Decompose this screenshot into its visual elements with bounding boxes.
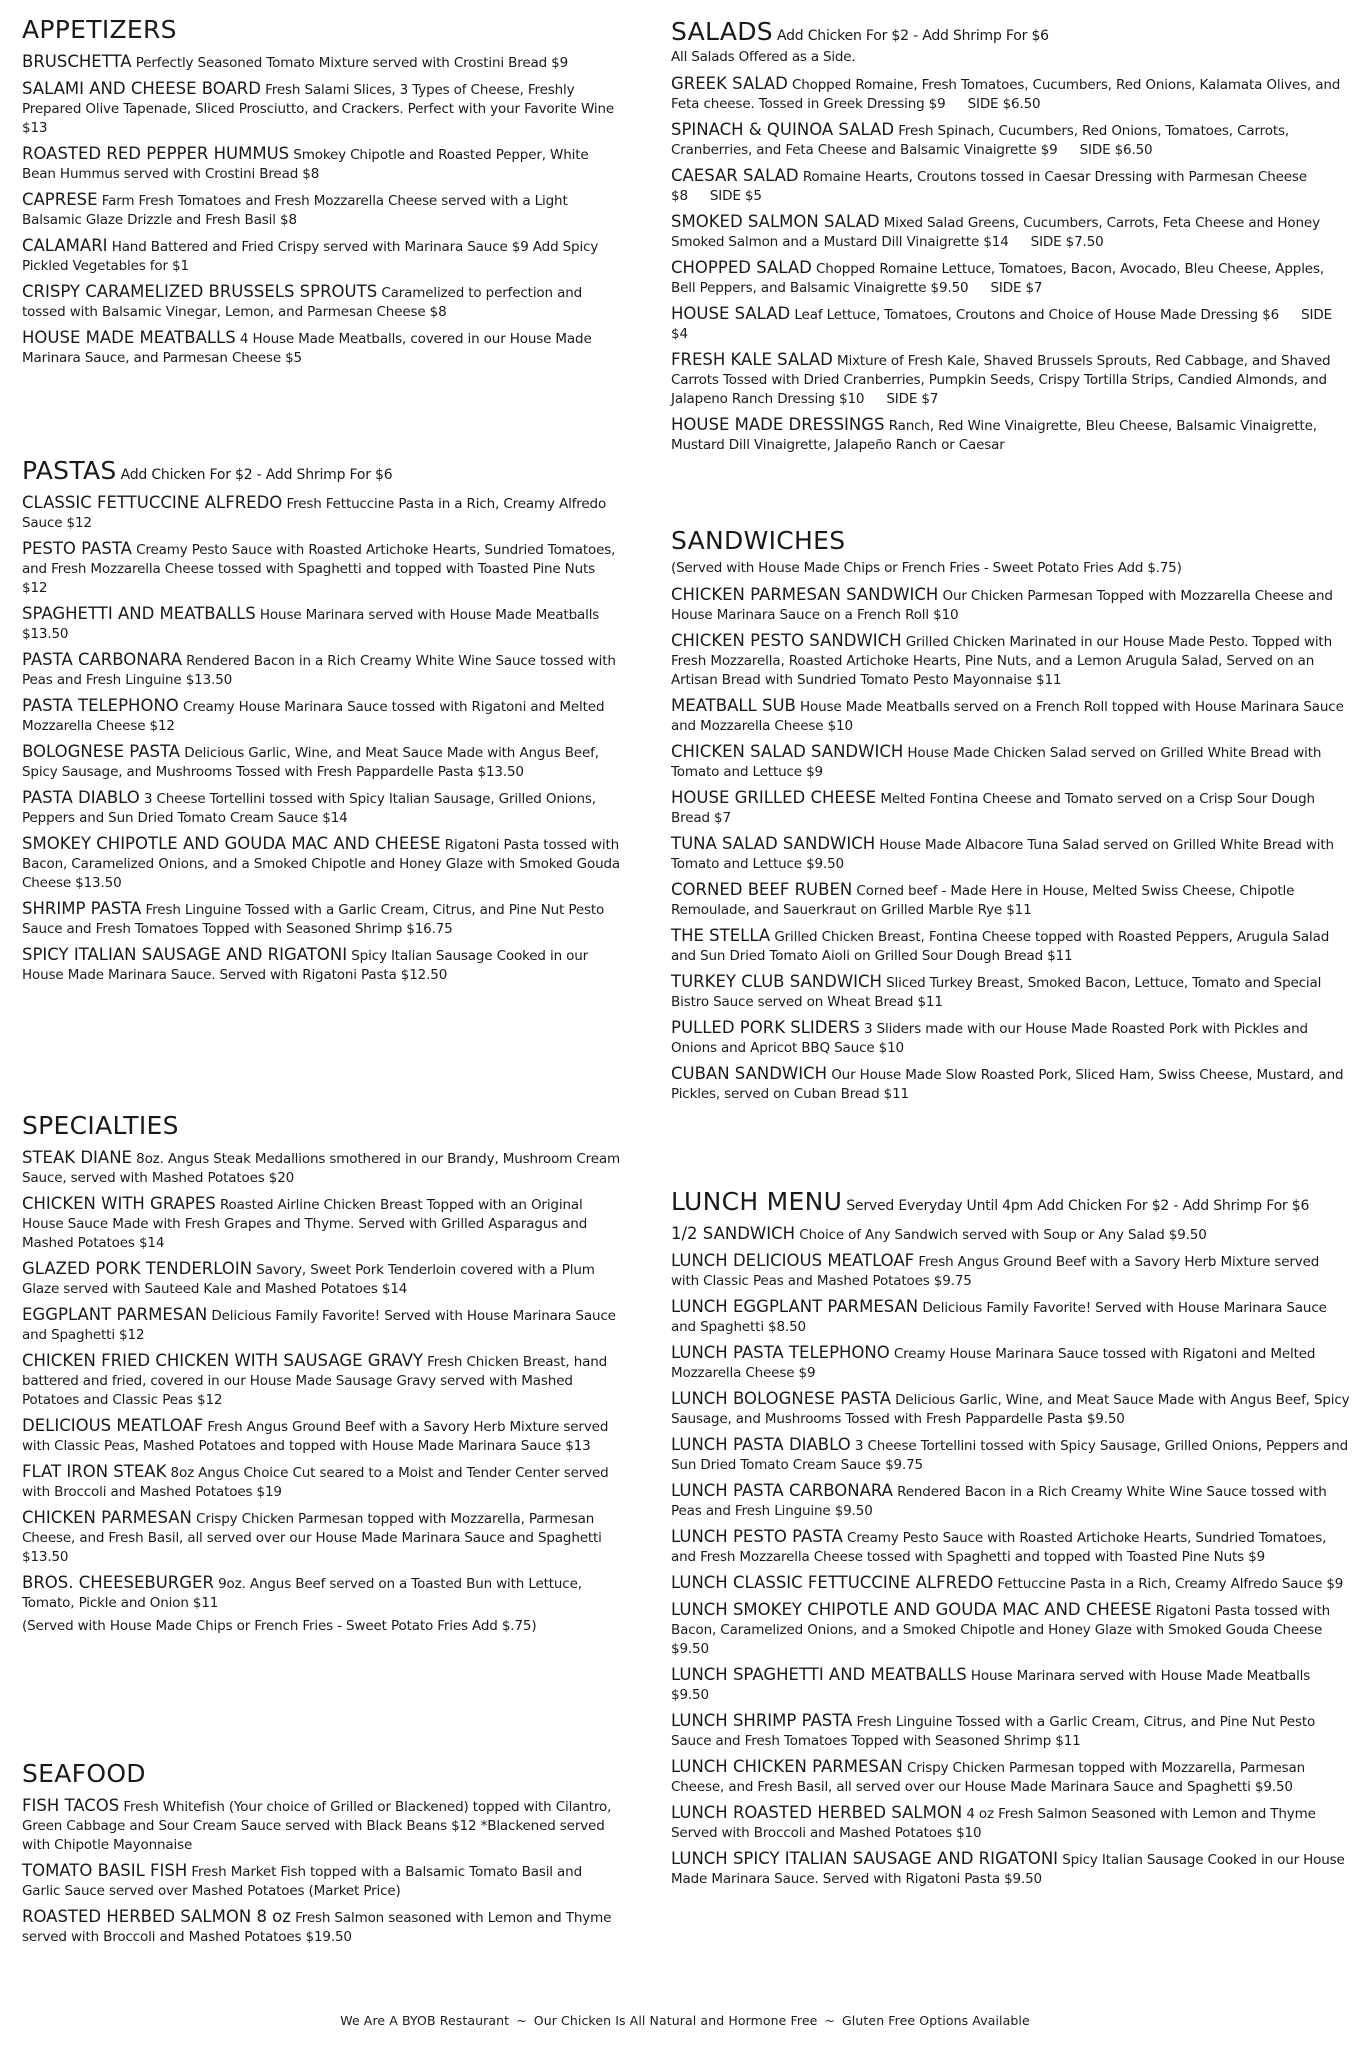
menu-item-name: LUNCH PASTA DIABLO [671,1434,851,1454]
menu-item-name: FLAT IRON STEAK [22,1461,167,1481]
menu-item-name: GLAZED PORK TENDERLOIN [22,1258,253,1278]
menu-item [671,972,1351,1012]
menu-item [671,212,1351,252]
menu-item-name: LUNCH PASTA CARBONARA [671,1480,893,1500]
menu-item-name: PASTA DIABLO [22,787,140,807]
menu-item [671,834,1351,874]
menu-item [22,1305,622,1345]
menu-item-name: CRISPY CARAMELIZED BRUSSELS SPROUTS [22,281,378,301]
menu-item-name: CHICKEN PARMESAN SANDWICH [671,584,939,604]
menu-item [671,880,1351,920]
menu-item [671,1573,1351,1594]
menu-item-description: 8oz Angus Choice Cut seared to a Moist and Tender Center served with Broccoli and Mashed Potatoes $19 [22,1464,609,1500]
menu-item [22,604,622,644]
menu-item-name: SMOKEY CHIPOTLE AND GOUDA MAC AND CHEESE [22,833,441,853]
menu-item-name: TOMATO BASIL FISH [22,1860,188,1880]
menu-item-name: LUNCH EGGPLANT PARMESAN [671,1296,919,1316]
menu-item [22,282,622,322]
menu-item [671,585,1351,625]
menu-item-description: 3 Cheese Tortellini tossed with Spicy Sausage, Grilled Onions, Peppers and Sun Dried Tomato Cream Sauce $9.75 [671,1437,1349,1473]
menu-item [22,539,622,598]
menu-item-name: SPAGHETTI AND MEATBALLS [22,603,256,623]
menu-item [671,74,1351,114]
menu-item-name: BROS. CHEESEBURGER [22,1572,214,1592]
specialties-section [22,1112,622,1636]
menu-item-description: Mixed Salad Greens, Cucumbers, Carrots, Feta Cheese and Honey Smoked Salmon and a Mustard Dill Vinaigrette $14 [671,214,1320,250]
menu-item [671,1711,1351,1751]
menu-item-name: CHICKEN WITH GRAPES [22,1193,216,1213]
menu-item-name: PULLED PORK SLIDERS [671,1017,860,1037]
menu-item [671,166,1351,206]
menu-item-name: FISH TACOS [22,1795,120,1815]
menu-item-description: Rigatoni Pasta tossed with Bacon, Caramelized Onions, and a Smoked Chipotle and Honey Glaze with Smoked Gouda Cheese $13.50 [22,836,621,891]
menu-item-side-price: SIDE $7 [990,279,1043,296]
menu-item-side-price: SIDE $4 [671,306,1332,342]
salads-section [671,18,1351,461]
menu-item-side-price: SIDE $6.50 [1079,141,1153,158]
menu-item-name: STEAK DIANE [22,1147,132,1167]
menu-item-description: Perfectly Seasoned Tomato Mixture served with Crostini Bread $9 [135,54,569,71]
menu-item-name: TURKEY CLUB SANDWICH [671,971,882,991]
menu-item-name: CHICKEN PARMESAN [22,1507,192,1527]
menu-item-description: Hand Battered and Fried Crispy served with Marinara Sauce $9 Add Spicy Pickled Vegetables for $1 [22,238,599,274]
menu-item-name: LUNCH SPAGHETTI AND MEATBALLS [671,1664,967,1684]
menu-item [671,926,1351,966]
menu-item [22,1508,622,1567]
menu-item-description: Crispy Chicken Parmesan topped with Mozzarella, Parmesan Cheese, and Fresh Basil, all served over our House Made Marinara Sauce and Spaghetti $9.50 [671,1759,1306,1795]
menu-item-name: LUNCH PASTA TELEPHONO [671,1342,890,1362]
menu-item [671,1251,1351,1291]
menu-item-description: Creamy House Marinara Sauce tossed with Rigatoni and Melted Mozzarella Cheese $9 [671,1345,1316,1381]
menu-item [22,650,622,690]
menu-item [22,1796,622,1855]
menu-item-description: Fresh Chicken Breast, hand battered and fried, covered in our House Made Sausage Gravy served with Mashed Potatoes and Classic Peas $12 [22,1353,608,1408]
menu-item-name: CORNED BEEF RUBEN [671,879,853,899]
menu-item-description: Delicious Garlic, Wine, and Meat Sauce Made with Angus Beef, Spicy Sausage, and Mushrooms Tossed with Fresh Pappardelle Pasta $9.50 [671,1391,1350,1427]
specialties-title: SPECIALTIES [22,1111,179,1140]
menu-item [22,945,622,985]
salads-title: SALADS [671,17,773,46]
menu-item-description: Farm Fresh Tomatoes and Fresh Mozzarella Cheese served with a Light Balsamic Glaze Drizzle and Fresh Basil $8 [22,192,568,228]
menu-item-description: House Made Meatballs served on a French Roll topped with House Marinara Sauce and Mozzarella Cheese $10 [671,698,1344,734]
sandwiches-title: SANDWICHES [671,526,846,555]
footer [0,2013,1370,2028]
menu-item-description: Creamy Pesto Sauce with Roasted Artichoke Hearts, Sundried Tomatoes, and Fresh Mozzarella Cheese tossed with Spaghetti and topped with Toasted Pine Nuts $12 [22,541,616,596]
menu-item-description: Delicious Garlic, Wine, and Meat Sauce Made with Angus Beef, Spicy Sausage, and Mushrooms Tossed with Fresh Pappardelle Pasta $13.50 [22,744,599,780]
menu-item-description: House Made Albacore Tuna Salad served on Grilled White Bread with Tomato and Lettuce $9.50 [671,836,1334,872]
menu-item [671,696,1351,736]
menu-item [671,304,1351,344]
menu-item-name: CAESAR SALAD [671,165,799,185]
menu-item [22,834,622,893]
appetizers-title: APPETIZERS [22,15,177,44]
menu-item-description: Ranch, Red Wine Vinaigrette, Bleu Cheese, Balsamic Vinaigrette, Mustard Dill Vinaigrette, Jalapeño Ranch or Caesar [671,417,1317,453]
salads-subtitle: All Salads Offered as a Side. [671,48,856,65]
menu-item-name: CHOPPED SALAD [671,257,812,277]
menu-item-name: CUBAN SANDWICH [671,1063,828,1083]
menu-item-description: Delicious Family Favorite! Served with House Marinara Sauce and Spaghetti $8.50 [671,1299,1327,1335]
menu-item-description: Fresh Linguine Tossed with a Garlic Cream, Citrus, and Pine Nut Pesto Sauce and Fresh Tomatoes Topped with Seasoned Shrimp $11 [671,1713,1316,1749]
menu-item-name: CHICKEN FRIED CHICKEN WITH SAUSAGE GRAVY [22,1350,423,1370]
seafood-title: SEAFOOD [22,1759,146,1788]
menu-item-name: LUNCH PESTO PASTA [671,1526,843,1546]
menu-item [671,631,1351,690]
menu-item-name: MEATBALL SUB [671,695,796,715]
menu-item-name: SALAMI AND CHEESE BOARD [22,78,261,98]
menu-item-name: LUNCH SHRIMP PASTA [671,1710,853,1730]
menu-item [22,144,622,184]
menu-item [22,742,622,782]
menu-item [671,1849,1351,1889]
menu-item [22,899,622,939]
menu-item-name: TUNA SALAD SANDWICH [671,833,876,853]
menu-item-description: Rendered Bacon in a Rich Creamy White Wine Sauce tossed with Peas and Fresh Linguine $9.50 [671,1483,1327,1519]
footer-chicken: Our Chicken Is All Natural and Hormone Free [533,2013,818,2028]
menu-item-description: Creamy House Marinara Sauce tossed with Rigatoni and Melted Mozzarella Cheese $12 [22,698,605,734]
menu-item-description: Fresh Linguine Tossed with a Garlic Cream, Citrus, and Pine Nut Pesto Sauce and Fresh Tomatoes Topped with Seasoned Shrimp $16.75 [22,901,605,937]
menu-item-description: Chopped Romaine, Fresh Tomatoes, Cucumbers, Red Onions, Kalamata Olives, and Feta cheese. Tossed in Greek Dressing $9 [671,76,1341,112]
menu-item-name: SPINACH & QUINOA SALAD [671,119,895,139]
menu-item [22,1194,622,1253]
menu-item-name: EGGPLANT PARMESAN [22,1304,208,1324]
footer-byob: We Are A BYOB Restaurant [340,2013,510,2028]
menu-item-description: Fresh Angus Ground Beef with a Savory Herb Mixture served with Classic Peas, Mashed Potatoes and topped with House Made Marinara Sauce $13 [22,1418,609,1454]
menu-item-description: Mixture of Fresh Kale, Shaved Brussels Sprouts, Red Cabbage, and Shaved Carrots Tossed with Dried Cranberries, Pumpkin Seeds, Crispy Tortilla Strips, Candied Almonds, and Jalapeno Ranch Dressing $10 [671,352,1331,407]
menu-item-description: Fresh Salmon seasoned with Lemon and Thyme served with Broccoli and Mashed Potatoes $19.50 [22,1909,612,1945]
pastas-title: PASTAS [22,456,117,485]
menu-item-description: Spicy Italian Sausage Cooked in our House Made Marinara Sauce. Served with Rigatoni Pasta $12.50 [22,947,589,983]
menu-item-description: 3 Cheese Tortellini tossed with Spicy Italian Sausage, Grilled Onions, Peppers and Sun Dried Tomato Cream Sauce $14 [22,790,596,826]
menu-item-name: ROASTED RED PEPPER HUMMUS [22,143,290,163]
menu-item-name: CHICKEN SALAD SANDWICH [671,741,904,761]
menu-item-description: Melted Fontina Cheese and Tomato served on a Crisp Sour Dough Bread $7 [671,790,1315,826]
menu-item-name: GREEK SALAD [671,73,788,93]
menu-item [671,415,1351,455]
menu-item-description: Spicy Italian Sausage Cooked in our House Made Marinara Sauce. Served with Rigatoni Pasta $9.50 [671,1851,1345,1887]
menu-item [671,1803,1351,1843]
menu-item [671,788,1351,828]
menu-item-name: ROASTED HERBED SALMON 8 oz [22,1906,291,1926]
menu-item-side-price: SIDE $7 [886,390,939,407]
menu-item-description: House Made Chicken Salad served on Grilled White Bread with Tomato and Lettuce $9 [671,744,1322,780]
menu-item [22,1416,622,1456]
menu-item-description: Grilled Chicken Breast, Fontina Cheese topped with Roasted Peppers, Arugula Salad and Sun Dried Tomato Aioli on Grilled Sour Dough Bread $11 [671,928,1330,964]
menu-item-name: BRUSCHETTA [22,51,132,71]
menu-item [22,1573,622,1613]
menu-item-name: HOUSE MADE DRESSINGS [671,414,885,434]
menu-item [22,696,622,736]
footer-gluten: Gluten Free Options Available [842,2013,1030,2028]
menu-item-description: Corned beef - Made Here in House, Melted Swiss Cheese, Chipotle Remoulade, and Sauerkraut on Grilled Marble Rye $11 [671,882,1295,918]
menu-item [22,1907,622,1947]
menu-item [22,79,622,138]
menu-item-description: Fresh Fettuccine Pasta in a Rich, Creamy Alfredo Sauce $12 [22,495,607,531]
menu-item-description: Grilled Chicken Marinated in our House Made Pesto. Topped with Fresh Mozzarella, Roasted Artichoke Hearts, Pine Nuts, and a Lemon Arugula Salad, Served on an Artisan Bread with Sundried Tomato Pesto Mayonnaise $11 [671,633,1332,688]
lunch-title: LUNCH MENU [671,1187,843,1216]
menu-item-description: Caramelized to perfection and tossed with Balsamic Vinegar, Lemon, and Parmesan Cheese $8 [22,284,583,320]
salads-note: Add Chicken For $2 - Add Shrimp For $6 [776,28,1049,44]
menu-item-description: Our House Made Slow Roasted Pork, Sliced Ham, Swiss Cheese, Mustard, and Pickles, served on Cuban Bread $11 [671,1066,1344,1102]
menu-item [671,1018,1351,1058]
menu-item-name: LUNCH SPICY ITALIAN SAUSAGE AND RIGATONI [671,1848,1059,1868]
sandwiches-subtitle: (Served with House Made Chips or French Fries - Sweet Potato Fries Add $.75) [671,559,1182,576]
menu-item-description: Smokey Chipotle and Roasted Pepper, White Bean Hummus served with Crostini Bread $8 [22,146,589,182]
menu-item-description: Romaine Hearts, Croutons tossed in Caesar Dressing with Parmesan Cheese $8 [671,168,1307,204]
menu-item-name: LUNCH BOLOGNESE PASTA [671,1388,892,1408]
menu-item [671,1600,1351,1659]
menu-item-side-price: SIDE $6.50 [967,95,1041,112]
menu-item-name: LUNCH DELICIOUS MEATLOAF [671,1250,915,1270]
menu-item-name: PASTA TELEPHONO [22,695,179,715]
menu-item [671,1389,1351,1429]
menu-item [671,258,1351,298]
menu-item [671,1343,1351,1383]
menu-item-name: FRESH KALE SALAD [671,349,833,369]
menu-item-description: Fresh Angus Ground Beef with a Savory Herb Mixture served with Classic Peas and Mashed Potatoes $9.75 [671,1253,1320,1289]
menu-item-description: 9oz. Angus Beef served on a Toasted Bun with Lettuce, Tomato, Pickle and Onion $11 [22,1575,582,1611]
lunch-note: Served Everyday Until 4pm Add Chicken For $2 - Add Shrimp For $6 [846,1198,1310,1214]
menu-item [22,1861,622,1901]
menu-item-description: Roasted Airline Chicken Breast Topped with an Original House Sauce Made with Fresh Grapes and Thyme. Served with Grilled Asparagus and Mashed Potatoes $14 [22,1196,588,1251]
menu-item-name: HOUSE SALAD [671,303,791,323]
appetizers-section [22,16,622,374]
menu-item-description: Crispy Chicken Parmesan topped with Mozzarella, Parmesan Cheese, and Fresh Basil, all served over our House Made Marinara Sauce and Spaghetti $13.50 [22,1510,602,1565]
menu-item [22,1148,622,1188]
menu-item-name: HOUSE GRILLED CHEESE [671,787,877,807]
menu-item-name: HOUSE MADE MEATBALLS [22,327,236,347]
menu-item-description: Fresh Salami Slices, 3 Types of Cheese, Freshly Prepared Olive Tapenade, Sliced Prosciutto, and Crackers. Perfect with your Favorite Wine $13 [22,81,615,136]
menu-item-name: LUNCH SMOKEY CHIPOTLE AND GOUDA MAC AND CHEESE [671,1599,1152,1619]
menu-item-name: DELICIOUS MEATLOAF [22,1415,204,1435]
menu-item [22,1351,622,1410]
menu-item [22,493,622,533]
footer-separator: ~ [824,2013,836,2028]
menu-item-description: Creamy Pesto Sauce with Roasted Artichoke Hearts, Sundried Tomatoes, and Fresh Mozzarella Cheese tossed with Spaghetti and topped with Toasted Pine Nuts $9 [671,1529,1327,1565]
menu-item-description: Chopped Romaine Lettuce, Tomatoes, Bacon, Avocado, Bleu Cheese, Apples, Bell Peppers, and Balsamic Vinaigrette $9.50 [671,260,1324,296]
menu-item [22,788,622,828]
menu-item-side-price: SIDE $7.50 [1030,233,1104,250]
menu-item-description: Sliced Turkey Breast, Smoked Bacon, Lettuce, Tomato and Special Bistro Sauce served on Wheat Bread $11 [671,974,1322,1010]
menu-item-name: CAPRESE [22,189,98,209]
menu-item-name: CHICKEN PESTO SANDWICH [671,630,902,650]
menu-item-description: Fettuccine Pasta in a Rich, Creamy Alfredo Sauce $9 [997,1575,1344,1592]
menu-item-description: Our Chicken Parmesan Topped with Mozzarella Cheese and House Marinara Sauce on a French Roll $10 [671,587,1333,623]
menu-item-description: Rigatoni Pasta tossed with Bacon, Caramelized Onions, and a Smoked Chipotle and Honey Glaze with Smoked Gouda Cheese $9.50 [671,1602,1331,1657]
pastas-note: Add Chicken For $2 - Add Shrimp For $6 [120,467,393,483]
menu-item-name: SPICY ITALIAN SAUSAGE AND RIGATONI [22,944,348,964]
menu-item-name: SMOKED SALMON SALAD [671,211,880,231]
menu-item-name: BOLOGNESE PASTA [22,741,181,761]
menu-item-name: CLASSIC FETTUCCINE ALFREDO [22,492,283,512]
menu-item [671,1527,1351,1567]
menu-item-name: THE STELLA [671,925,771,945]
menu-item [22,190,622,230]
menu-item [671,1665,1351,1705]
menu-item-description: Leaf Lettuce, Tomatoes, Croutons and Choice of House Made Dressing $6 [794,306,1280,323]
menu-item-description: 8oz. Angus Steak Medallions smothered in our Brandy, Mushroom Cream Sauce, served with Mashed Potatoes $20 [22,1150,621,1186]
menu-item [671,1481,1351,1521]
menu-item [671,1297,1351,1337]
menu-item [671,742,1351,782]
menu-item [671,350,1351,409]
menu-item [22,1462,622,1502]
menu-item-description: House Marinara served with House Made Meatballs $13.50 [22,606,600,642]
menu-item-description: Delicious Family Favorite! Served with House Marinara Sauce and Spaghetti $12 [22,1307,616,1343]
menu-item-description: Savory, Sweet Pork Tenderloin covered with a Plum Glaze served with Sauteed Kale and Mashed Potatoes $14 [22,1261,595,1297]
menu-item-name: 1/2 SANDWICH [671,1223,796,1243]
pastas-section [22,457,622,991]
menu-item-name: SHRIMP PASTA [22,898,142,918]
menu-item [671,1435,1351,1475]
menu-item [671,120,1351,160]
menu-item-description: 3 Sliders made with our House Made Roasted Pork with Pickles and Onions and Apricot BBQ Sauce $10 [671,1020,1308,1056]
menu-item [22,328,622,368]
menu-item-name: CALAMARI [22,235,108,255]
menu-item [22,236,622,276]
menu-item-description: House Marinara served with House Made Meatballs $9.50 [671,1667,1311,1703]
menu-item-name: LUNCH CLASSIC FETTUCCINE ALFREDO [671,1572,994,1592]
menu-item-name: LUNCH CHICKEN PARMESAN [671,1756,903,1776]
menu-item-description: Fresh Spinach, Cucumbers, Red Onions, Tomatoes, Carrots, Cranberries, and Feta Cheese and Balsamic Vinaigrette $9 [671,122,1290,158]
menu-item-side-price: SIDE $5 [709,187,762,204]
menu-item-description: 4 oz Fresh Salmon Seasoned with Lemon and Thyme Served with Broccoli and Mashed Potatoes $10 [671,1805,1316,1841]
footer-separator: ~ [516,2013,527,2028]
menu-item-description: Choice of Any Sandwich served with Soup or Any Salad $9.50 [799,1226,1207,1243]
menu-item [22,1259,622,1299]
menu-item [671,1064,1351,1104]
menu-item [22,52,622,73]
lunch-section [671,1188,1351,1895]
menu-item-name: PASTA CARBONARA [22,649,182,669]
menu-item-description: Fresh Whitefish (Your choice of Grilled or Blackened) topped with Cilantro, Green Cabbage and Sour Cream Sauce served with Black Beans $12 *Blackened served with Chipotle Mayonnaise [22,1798,612,1853]
menu-item-description: Rendered Bacon in a Rich Creamy White Wine Sauce tossed with Peas and Fresh Linguine $13.50 [22,652,616,688]
menu-item-name: PESTO PASTA [22,538,132,558]
menu-item-description: Fresh Market Fish topped with a Balsamic Tomato Basil and Garlic Sauce served over Mashed Potatoes (Market Price) [22,1863,582,1899]
seafood-section [22,1760,622,1953]
menu-item [671,1757,1351,1797]
specialties-footnote: (Served with House Made Chips or French Fries - Sweet Potato Fries Add $.75) [22,1617,537,1634]
menu-item-name: LUNCH ROASTED HERBED SALMON [671,1802,963,1822]
menu-item-description: 4 House Made Meatballs, covered in our House Made Marinara Sauce, and Parmesan Cheese $5 [22,330,592,366]
sandwiches-section [671,527,1351,1110]
menu-item [671,1224,1351,1245]
